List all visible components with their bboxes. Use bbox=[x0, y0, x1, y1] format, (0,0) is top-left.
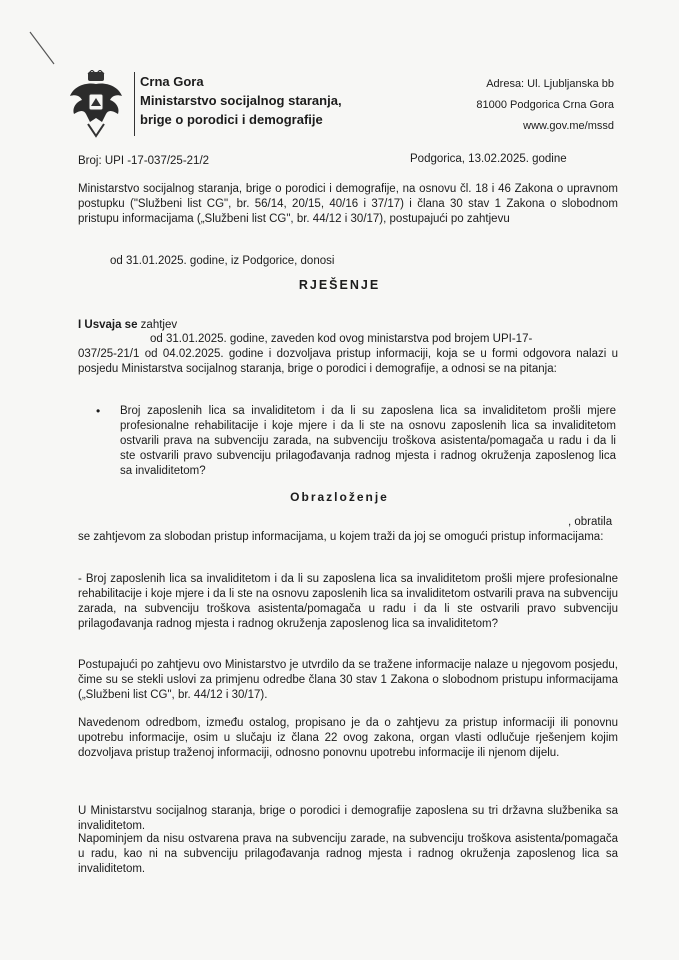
address: Adresa: Ul. Ljubljanska bb bbox=[486, 78, 614, 90]
contact-block bbox=[476, 74, 614, 137]
explanation-title: Obrazloženje bbox=[290, 490, 389, 504]
reference-number: Broj: UPI -17-037/25-21/2 bbox=[78, 155, 210, 167]
scan-mark bbox=[28, 30, 58, 66]
approval-bullet-text: Broj zaposlenih lica sa invaliditetom i da li su zaposlena lica sa invaliditetom prošli mjere profesionalne rehabilitacije i koje mjere i da li ste na osnovu zaposlenih lica sa invaliditetom ostvarili prava na subvenciju zarada, na subvenciju troškova asistenta/pomagača u radu i da li ste ostvarili pravo subvenciju prilagođavanja radnog mjesta i radnog okruženja zaposlenog lica sa invaliditetom? bbox=[120, 405, 616, 477]
explanation-paragraph-2: Navedenom odredbom, između ostalog, propisano je da o zahtjevu za pristup informaciji ili ponovnu upotrebu informacije, osim u slučaju iz člana 22 ovog zakona, organ vlasti odlučuje rješenjem kojim dozvoljava pristup traženoj informaciji, odnosno ponovnu upotrebu informacije ili njenom dijelu. bbox=[78, 717, 618, 759]
coat-of-arms-icon bbox=[68, 70, 124, 138]
approval-body bbox=[78, 332, 618, 377]
approval-lead bbox=[78, 318, 177, 333]
intro-paragraph: Ministarstvo socijalnog staranja, brige o porodici i demografije, na osnovu čl. 18 i 46 Zakona o upravnom postupku ("Službeni list CG", br. 56/14, 20/15, 40/16 i 37/17) i člana 30 stav 1 Zakona o slobodnom pristupu informacijama („Službeni list CG", br. 44/12 i 30/17), postupajući po zahtjevu bbox=[78, 183, 618, 225]
approval-bullet-item bbox=[96, 404, 616, 479]
explanation-request: - Broj zaposlenih lica sa invaliditetom i da li su zaposlena lica sa invaliditetom prošli mjere profesionalne rehabilitacije i koje mjere i da li ste na osnovu zaposlenih lica sa invaliditetom ostvarili prava na subvenciju zarada, na subvenciju troškova asistenta/pomagača u radu i da li ste ostvarili pravo subvenciju prilagođavanja radnog mjesta i radnog okruženja zaposlenog lica sa invaliditetom? bbox=[78, 573, 618, 630]
approval-body-first: od 31.01.2025. godine, zaveden kod ovog ministarstva pod brojem UPI-17- bbox=[150, 333, 533, 345]
bullet-icon: • bbox=[96, 404, 101, 418]
explanation-paragraph-4: Napominjem da nisu ostvarena prava na subvenciju zarade, na subvenciju troškova asistenta/pomagača u radu, kao ni na subvenciju prilagođavanja radnog mjesta i radnog okruženja zaposlenog lica sa invaliditetom. bbox=[78, 833, 618, 875]
document-date: Podgorica, 13.02.2025. godine bbox=[410, 153, 567, 165]
explanation-body: se zahtjevom za slobodan pristup informacijama, u kojem traži da joj se omogući pristup informacijama: bbox=[78, 531, 604, 543]
explanation-paragraph-1: Postupajući po zahtjevu ovo Ministarstvo je utvrdilo da se tražene informacije nalaze u njegovom posjedu, čime su se stekli uslovi za primjenu odredbe člana 30 stav 1 Zakona o slobodnom pristupu informacijama („Službeni list CG", br. 44/12 i 30/17). bbox=[78, 659, 618, 701]
header-divider bbox=[134, 72, 135, 136]
intro-continuation: od 31.01.2025. godine, iz Podgorice, donosi bbox=[110, 255, 335, 267]
ministry-name-line2: brige o porodici i demografije bbox=[140, 112, 323, 127]
explanation-paragraph-3: U Ministarstvu socijalnog staranja, brige o porodici i demografije zaposlena su tri državna službenika sa invaliditetom. bbox=[78, 805, 618, 832]
ministry-header bbox=[140, 72, 342, 129]
approval-lead-bold: I Usvaja se bbox=[78, 319, 138, 331]
website: www.gov.me/mssd bbox=[523, 120, 614, 132]
approval-lead-rest: zahtjev bbox=[140, 319, 178, 331]
city: 81000 Podgorica Crna Gora bbox=[476, 99, 614, 111]
approval-body-rest: 037/25-21/1 od 04.02.2025. godine i dozvoljava pristup informaciji, koja se u formi odgovora nalazi u posjedu Ministarstva socijalnog staranja, brige o porodici i demografije, a odnosi se na pitanja: bbox=[78, 348, 618, 375]
ministry-name-line1: Ministarstvo socijalnog staranja, bbox=[140, 93, 342, 108]
country-name: Crna Gora bbox=[140, 74, 204, 89]
decision-title: RJEŠENJE bbox=[298, 278, 381, 292]
explanation-obratila: , obratila bbox=[568, 516, 613, 528]
